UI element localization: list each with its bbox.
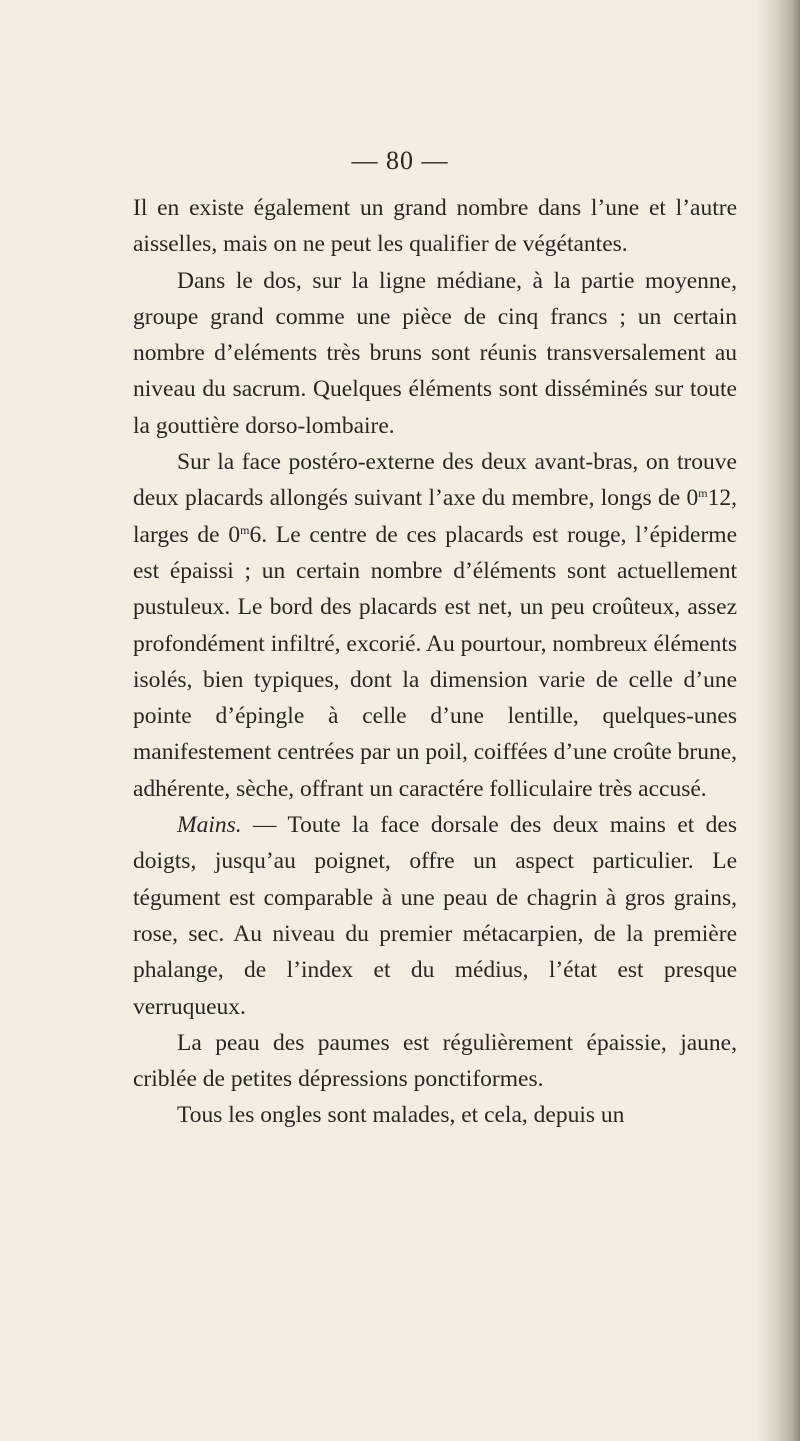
- paragraph: [133, 444, 737, 807]
- paragraph: La peau des paumes est régulièrement épaissie, jaune, criblée de petites dépressions ponctiformes.: [133, 1029, 737, 1093]
- paragraph-text: 12, larges de 0: [133, 485, 737, 548]
- paragraph-text: 6. Le centre de ces placards est rouge, l’épiderme est épaissi ; un certain nombre d’éléments sont actuellement pustuleux. Le bord des placards est net, un peu croûteux, assez profondément infiltré, excorié. Au pourtour, nombreux éléments isolés, bien typiques, dont la dimension varie de celle d’une pointe d’épingle à celle d’une lentille, quelques-unes manifestement centrées par un poil, coiffées d’une croûte brune, adhérente, sèche, offrant un caractére folliculaire très accusé.: [133, 521, 738, 802]
- paragraph: Il en existe également un grand nombre dans l’une et l’autre aisselles, mais on ne peut les qualifier de végétantes.: [133, 195, 737, 258]
- paragraph: Dans le dos, sur la ligne médiane, à la partie moyenne, groupe grand comme une pièce de cinq francs ; un certain nombre d’eléments très bruns sont réunis transversalement au niveau du sacrum. Quelques éléments sont disséminés sur toute la gouttière dorso-lombaire.: [133, 267, 737, 439]
- section-lead-mains: Mains.: [177, 812, 242, 839]
- paragraph: [133, 807, 737, 1025]
- paragraph-text: Sur la face postéro-externe des deux avant-bras, on trouve deux placards allongés suivant l’axe du membre, longs de 0: [133, 449, 737, 512]
- page-body: [133, 190, 737, 1134]
- paragraph: Tous les ongles sont malades, et cela, depuis un: [177, 1102, 625, 1129]
- unit-superscript: m: [698, 486, 708, 501]
- page-edge-shadow: [756, 0, 800, 1441]
- unit-superscript: m: [240, 522, 250, 537]
- paragraph-text: — Toute la face dorsale des deux mains et des doigts, jusqu’au poignet, offre un aspect particulier. Le tégument est comparable à une peau de chagrin à gros grains, rose, sec. Au niveau du premier métacarpien, de la première phalange, de l’index et du médius, l’état est presque verruqueux.: [133, 812, 737, 1020]
- page-number: — 80 —: [351, 146, 449, 175]
